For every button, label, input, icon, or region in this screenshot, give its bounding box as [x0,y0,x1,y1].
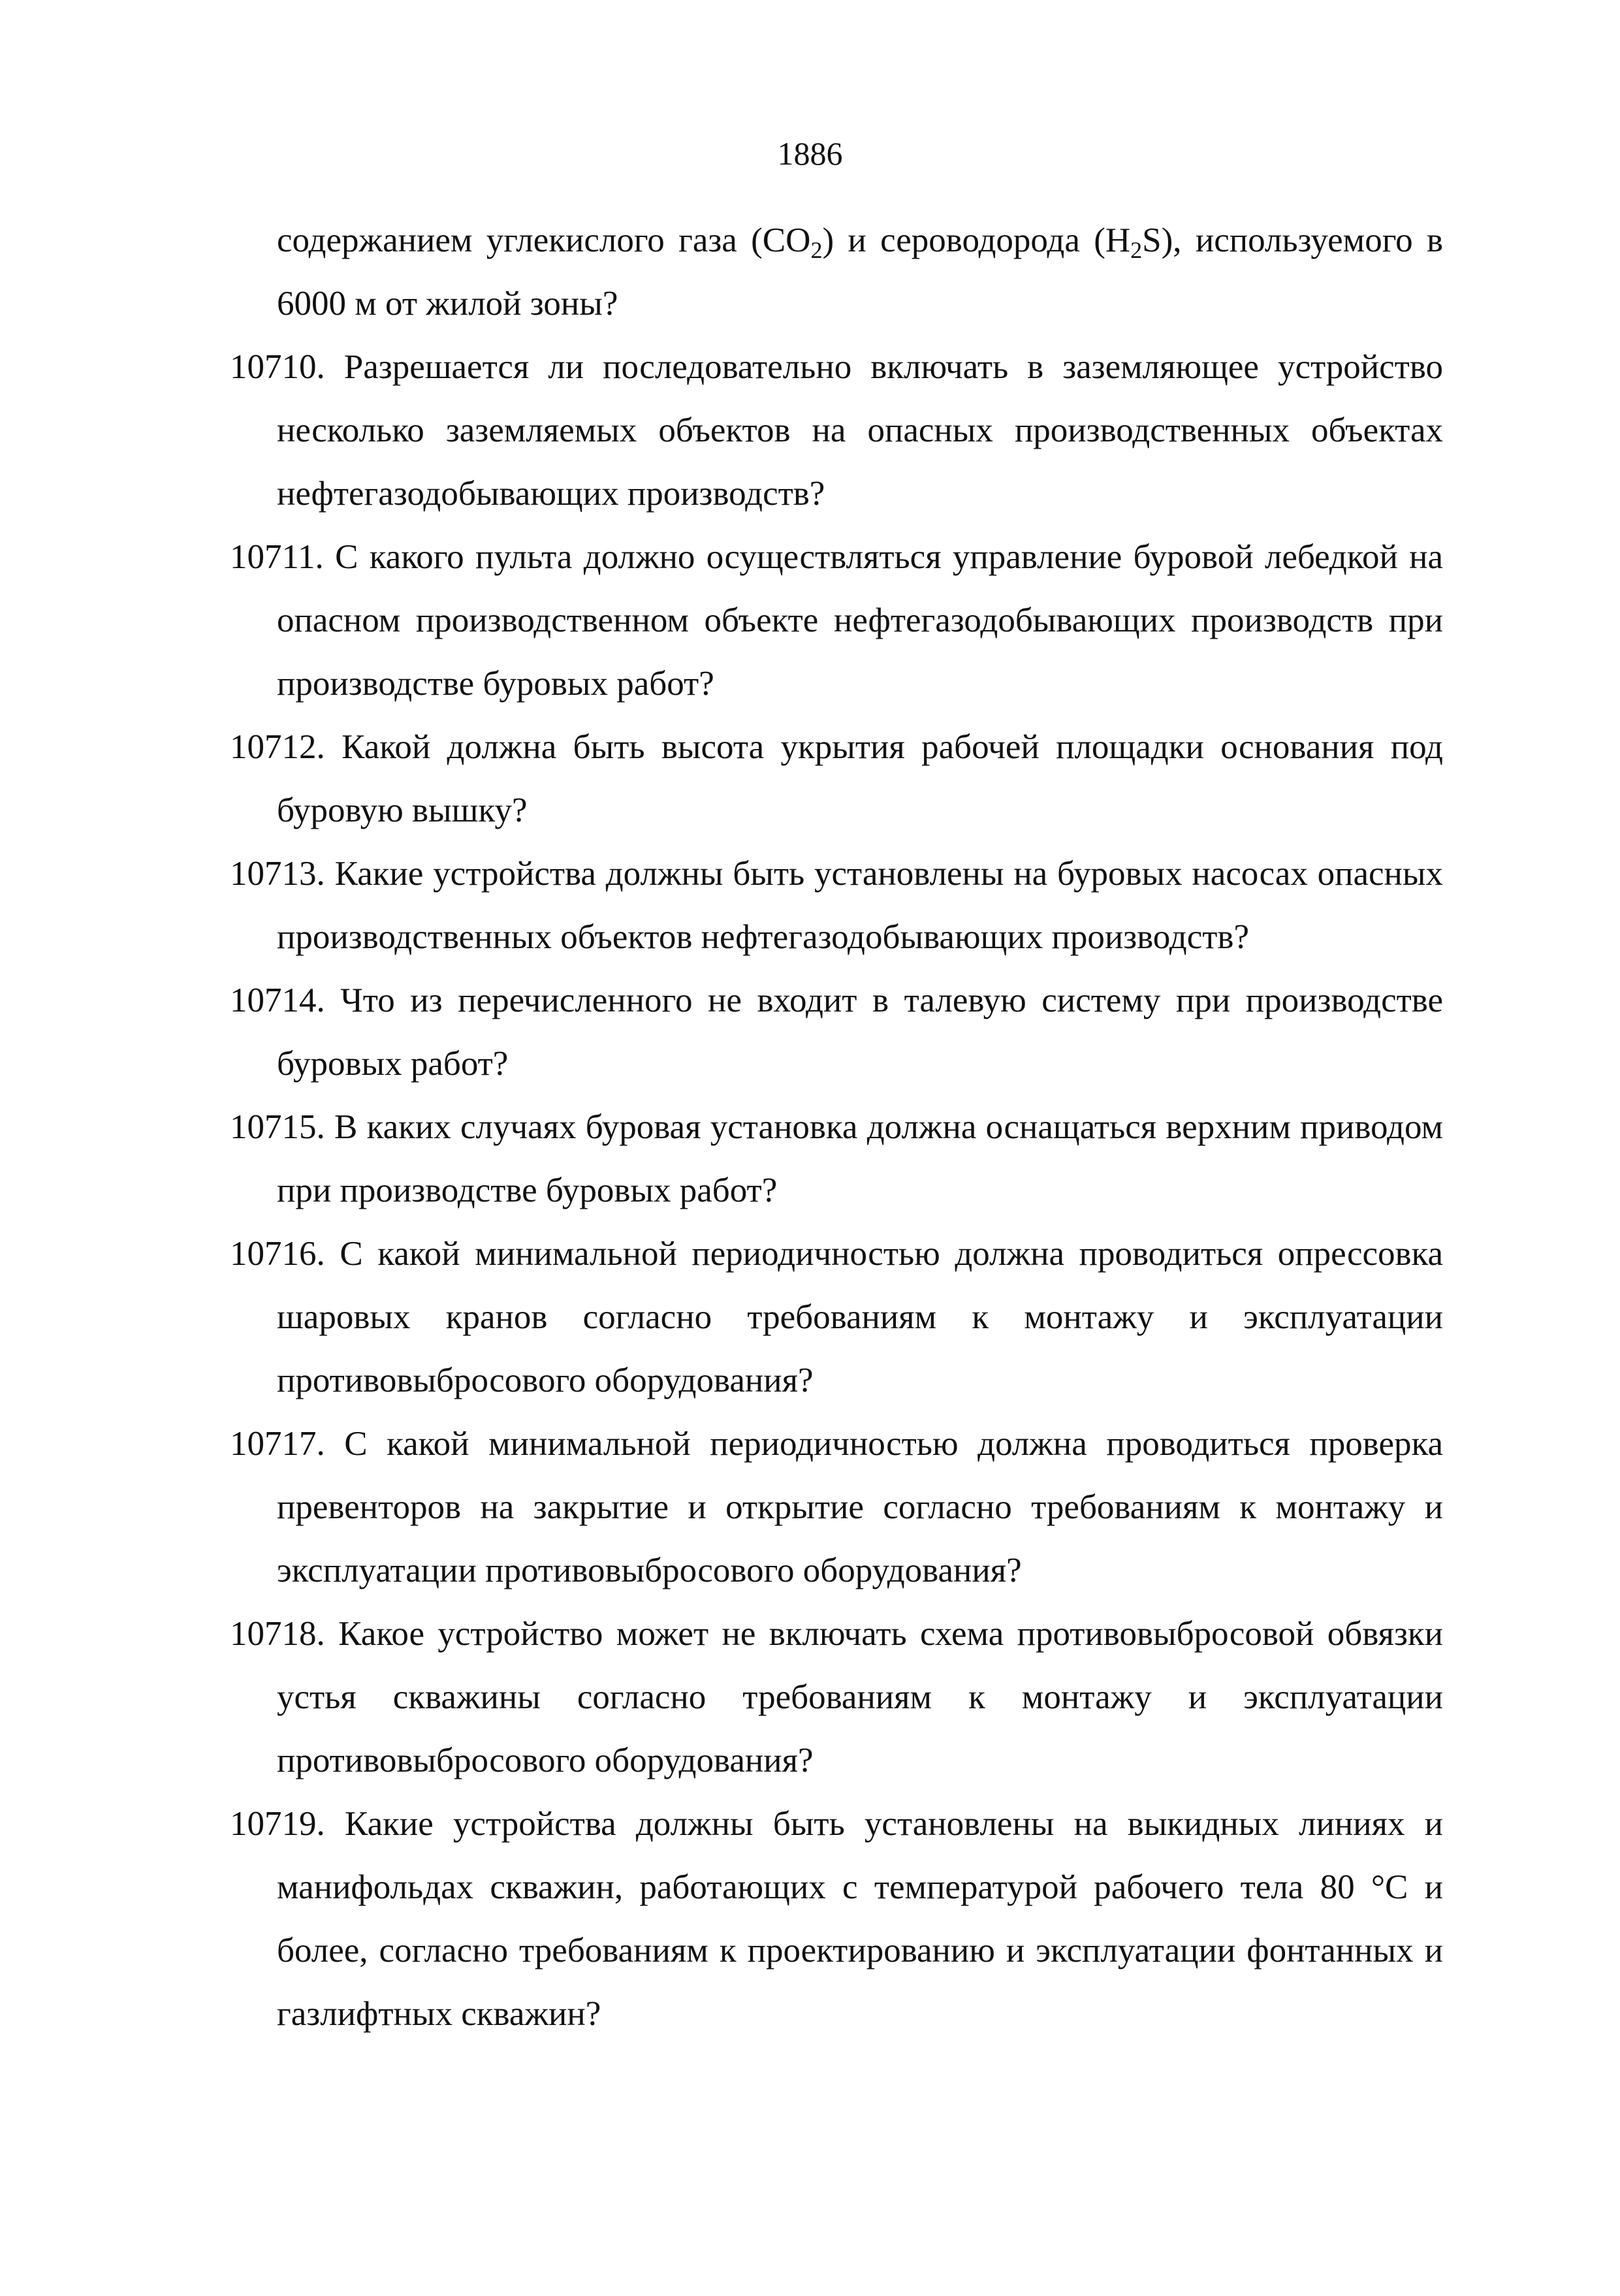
lead-text-part1: содержанием углекислого газа (CO [277,221,811,259]
question-text: Что из перечисленного не входит в талевую систему при производстве буровых работ? [277,981,1443,1083]
lead-text-part2: ) и сероводорода (H [822,221,1131,259]
lead-subscript-co2: 2 [810,237,823,263]
question-paragraph [230,969,1443,1096]
question-item [230,1096,1443,1222]
question-number: 10718. [230,1615,325,1653]
question-item [230,1222,1443,1412]
lead-subscript-h2s: 2 [1130,237,1143,263]
lead-text-part3: S), используемого в 6000 м от жилой зоны? [277,221,1443,323]
question-paragraph [230,1602,1443,1793]
question-paragraph [230,526,1443,716]
question-text: Какой должна быть высота укрытия рабочей площадки основания под буровую вышку? [277,728,1444,829]
lead-fragment [230,209,1443,336]
question-text: Какие устройства должны быть установлены на буровых насосах опасных производственных объектов нефтегазодобывающих производств? [277,855,1444,956]
question-paragraph [230,1412,1443,1602]
question-text: Какие устройства должны быть установлены на выкидных линиях и манифольдах скважин, работающих с температурой рабочего тела 80 °С и более, согласно требованиям к проектированию и эксплуатации фонтанных и газлифтных скважин? [277,1805,1443,2033]
question-number: 10714. [230,981,325,1019]
question-paragraph [230,1222,1444,1412]
question-number: 10713. [230,855,325,893]
question-paragraph [230,336,1443,526]
question-number: 10717. [230,1425,325,1463]
document-body [230,209,1443,2046]
question-item [230,1602,1443,1793]
question-paragraph [230,716,1444,842]
question-item [230,526,1443,716]
question-number: 10711. [230,538,324,576]
page-number: 1886 [777,135,843,172]
question-item [230,336,1443,526]
question-text: В каких случаях буровая установка должна оснащаться верхним приводом при производстве буровых работ? [277,1108,1443,1209]
question-text: С какой минимальной периодичностью должна проводиться опрессовка шаровых кранов согласно требованиям к монтажу и эксплуатации противовыбросового оборудования? [277,1235,1444,1399]
question-item [230,716,1443,842]
question-number: 10715. [230,1108,325,1146]
question-text: С какого пульта должно осуществляться управление буровой лебедкой на опасном производственном объекте нефтегазодобывающих производств при производстве буровых работ? [277,538,1443,703]
question-item [230,1793,1443,2046]
question-item [230,842,1443,969]
question-text: С какой минимальной периодичностью должна проводиться проверка превенторов на закрытие и открытие согласно требованиям к монтажу и эксплуатации противовыбросового оборудования? [277,1425,1443,1589]
question-item [230,969,1443,1096]
question-text: Какое устройство может не включать схема противовыбросовой обвязки устья скважины согласно требованиям к монтажу и эксплуатации противовыбросового оборудования? [277,1615,1443,1779]
question-number: 10716. [230,1235,325,1273]
question-paragraph [230,1096,1443,1222]
question-number: 10710. [230,348,325,386]
question-text: Разрешается ли последовательно включать в заземляющее устройство несколько заземляемых объектов на опасных производственных объектах нефтегазодобывающих производств? [277,348,1443,513]
question-paragraph [230,842,1444,969]
question-number: 10712. [230,728,325,766]
question-paragraph [230,1793,1443,2046]
question-item [230,1412,1443,1602]
question-number: 10719. [230,1805,325,1843]
question-list [230,336,1443,2046]
